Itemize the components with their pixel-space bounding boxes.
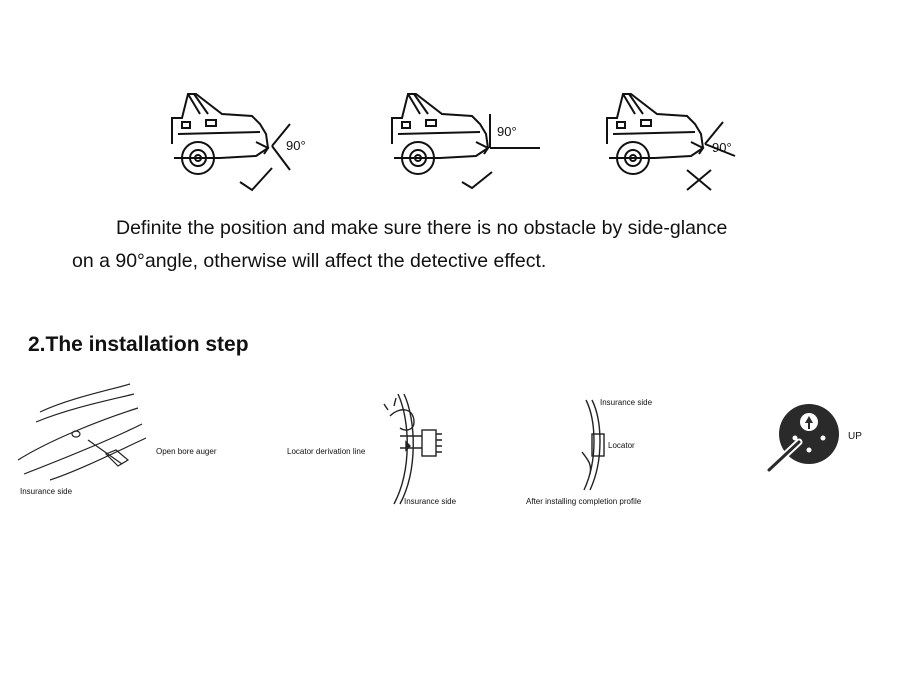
label-open-bore-auger: Open bore auger — [156, 447, 217, 456]
up-orientation-illustration — [765, 404, 841, 476]
label-insurance-side-2: Insurance side — [404, 497, 457, 506]
label-locator: Locator — [608, 441, 635, 450]
section-heading: 2.The installation step — [28, 333, 249, 356]
label-locator-derivation-line: Locator derivation line — [287, 447, 366, 456]
instruction-paragraph — [72, 212, 872, 278]
car-diagram-wrong — [595, 86, 785, 196]
angle-label-2: 90° — [497, 124, 517, 139]
angle-label-3: 90° — [712, 140, 732, 155]
label-insurance-side-3: Insurance side — [600, 398, 653, 407]
label-insurance-side-1: Insurance side — [20, 487, 73, 496]
paragraph-line-1: Definite the position and make sure there is no obstacle by side-glance — [116, 217, 728, 239]
label-after-installing: After installing completion profile — [526, 497, 642, 506]
locator-insertion-illustration — [370, 390, 450, 510]
paragraph-line-2: on a 90°angle, otherwise will affect the detective effect. — [72, 250, 547, 272]
angle-label-1: 90° — [286, 138, 306, 153]
car-diagram-straight-correct — [380, 86, 570, 196]
car-diagram-angled-correct — [160, 86, 350, 196]
drill-bumper-illustration — [10, 380, 150, 490]
label-up: UP — [848, 431, 862, 442]
